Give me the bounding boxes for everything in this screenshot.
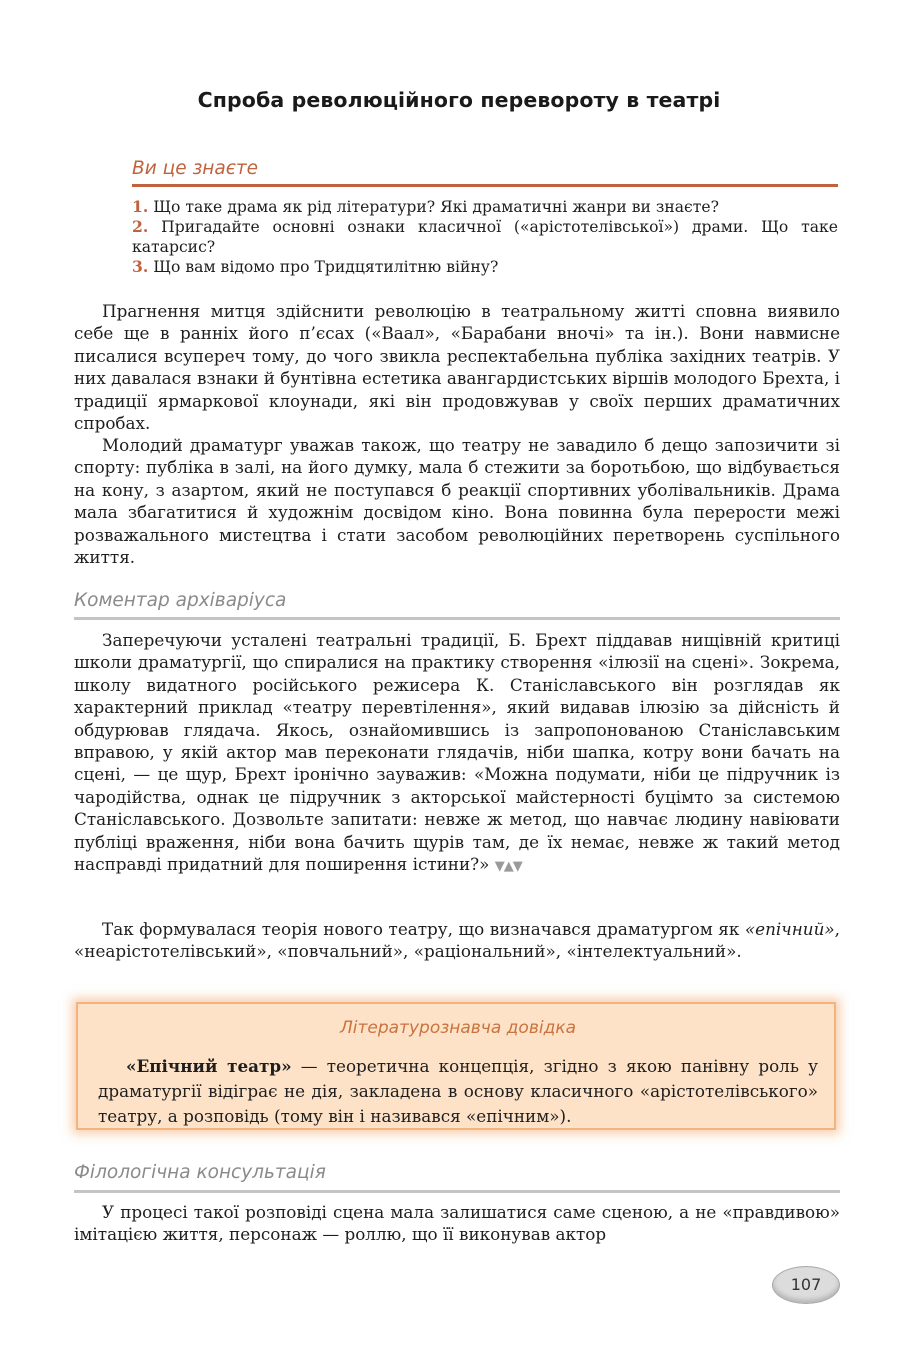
section-heading-philology: Філологічна консультація (74, 1162, 326, 1183)
question-item (132, 217, 838, 257)
theory-text-before: Так формувалася теорія нового театру, що визначався драматургом як (102, 919, 745, 939)
question-list (132, 197, 838, 277)
section-end-marker-icon: ▼▲▼ (494, 859, 522, 875)
archivist-paragraph (74, 629, 840, 878)
theory-text-epic: «епічний» (744, 919, 835, 939)
page-title: Спроба революційного перевороту в театрі (197, 88, 721, 112)
archivist-paragraph-text: Заперечуючи усталені театральні традиції, Б. Брехт піддавав нищівній критиці школи драматургії, що спиралися на практику створення «ілюзії на сцені». Зокрема, школу видатного російського режисера К. Станіславського він розглядав як характерний приклад «театру перевтілення», який видавав ілюзію за дійсність й обдурював глядача. Якось, ознайомившись із запропонованою Станіславським вправою, у якій актор мав переконати глядачів, ніби шапка, котру вони бачать на сцені, — це щур, Брехт іронічно зауважив: «Можна подумати, ніби це підручник із чародійства, однак це підручник з акторської майстерності буцімто за системою Станіславського. Дозвольте запитати: невже ж метод, що навчає людину навіювати публіці враження, ніби вона бачить щурів там, де їх немає, невже ж такий метод насправді придатний для поширення істини?» (74, 630, 840, 875)
body-paragraph (74, 300, 840, 434)
theory-paragraph (74, 918, 840, 963)
question-number: 3. (132, 257, 149, 276)
section-rule-archivist (74, 617, 840, 620)
question-number: 2. (132, 217, 149, 236)
theory-text-after: , «неарістотелівський», «повчальний», «раціональний», «інтелектуальний». (74, 919, 840, 962)
question-item (132, 257, 838, 277)
question-item (132, 197, 838, 217)
reference-definition: — теоретична концепція, згідно з якою панівну роль у драматургії відіграє не дія, закладена в основу класичного «арістотелівського» театру, а розповідь (тому він і називався «епічним»). (98, 1056, 818, 1126)
reference-term: «Епічний театр» (126, 1056, 292, 1076)
body-paragraph (74, 434, 840, 568)
reference-box-text (98, 1054, 818, 1129)
reference-box (76, 1002, 836, 1130)
body-paragraph-text: Молодий драматург уважав також, що театру не завадило б дещо запозичити зі спорту: публіка в залі, на його думку, мала б стежити за боротьбою, що відбувається на кону, з азартом, який не поступався б реакції спортивних уболівальників. Драма мала збагатитися й художнім досвідом кіно. Вона повинна була перерости межі розважального мистецтва і стати засобом революційних перетворень суспільного життя. (74, 435, 840, 568)
question-text: Що таке драма як рід літератури? Які драматичні жанри ви знаєте? (153, 198, 719, 216)
page-number-badge: 107 (772, 1266, 840, 1304)
philology-paragraph (74, 1201, 840, 1246)
section-rule-you-know (132, 184, 838, 187)
question-number: 1. (132, 197, 149, 216)
body-paragraph-text: Прагнення митця здійснити революцію в театральному житті сповна виявило себе ще в ранніх його п’єсах («Ваал», «Барабани вночі» та ін.). Вони навмисне писалися всупереч тому, до чого звикла респектабельна публіка західних театрів. У них давалася взнаки й бунтівна естетика авангардистських віршів молодого Брехта, і традиції ярмаркової клоунади, які він продовжував у своїх перших драматичних спробах. (74, 301, 840, 434)
reference-box-title: Літературознавча довідка (339, 1018, 577, 1038)
section-rule-philology (74, 1190, 840, 1193)
philology-paragraph-text: У процесі такої розповіді сцена мала залишатися саме сценою, а не «правдивою» імітацією життя, персонаж — роллю, що її виконував актор (74, 1202, 840, 1245)
question-text: Що вам відомо про Тридцятилітню війну? (153, 258, 499, 276)
section-heading-you-know: Ви це знаєте (132, 158, 259, 179)
section-heading-archivist: Коментар архіваріуса (74, 590, 287, 611)
question-text: Пригадайте основні ознаки класичної («арістотелівської») драми. Що таке катарсис? (132, 218, 838, 256)
